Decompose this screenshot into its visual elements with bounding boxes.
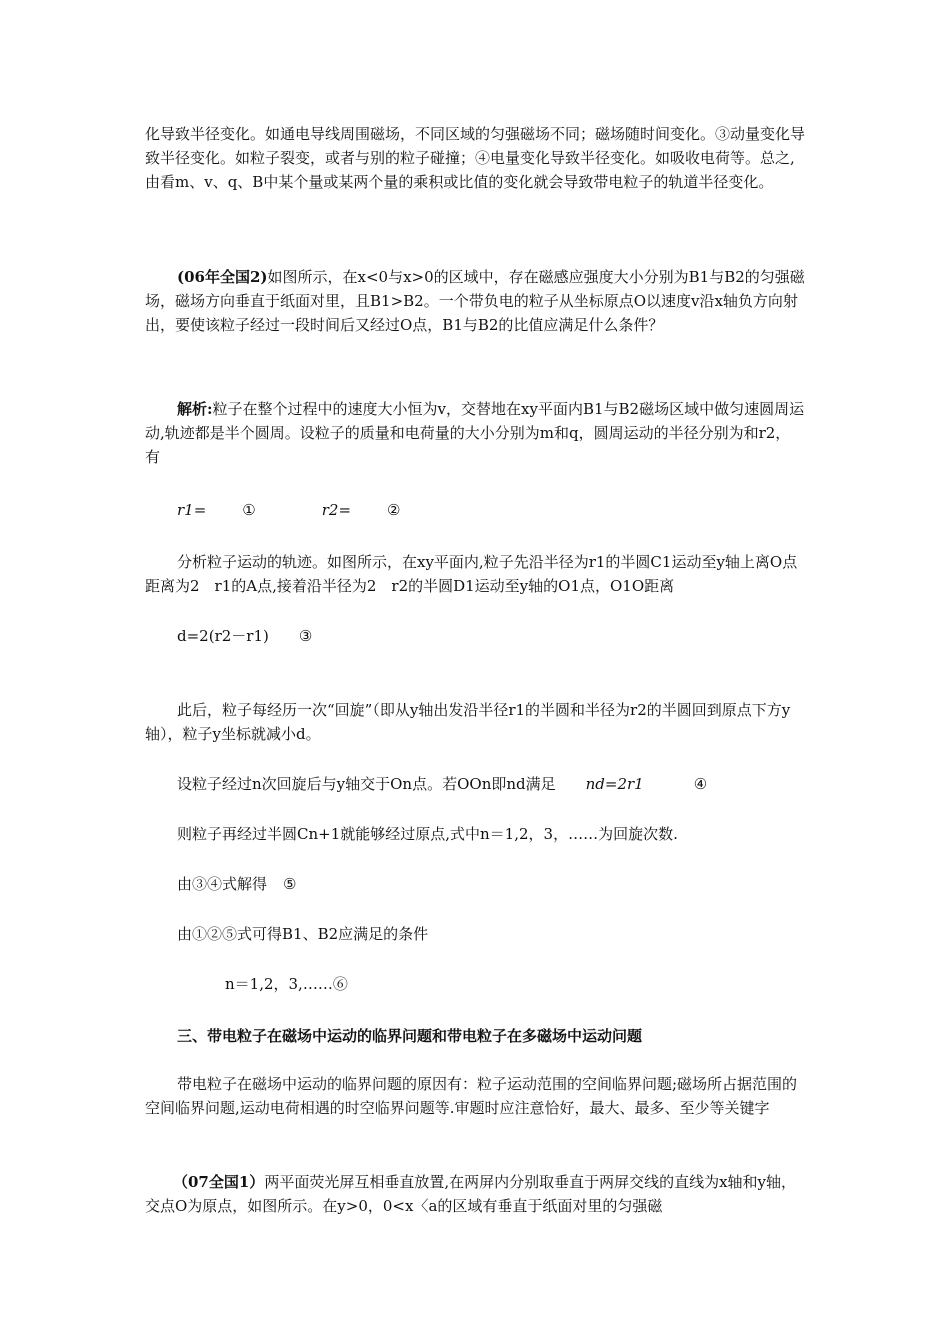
paragraph-critical-problems: 带电粒子在磁场中运动的临界问题的原因有：粒子运动范围的空间临界问题;磁场所占据范围的空间临界问题,运动电荷相遇的时空临界问题等.审题时应注意恰好，最大、最多、至少等关键字	[145, 1075, 798, 1117]
problem-text: 如图所示，在x<0与x>0的区域中，存在磁感应强度大小分别为B1与B2的匀强磁场，磁场方向垂直于纸面对里，且B1>B2。一个带负电的粒子从坐标原点O以速度v沿x轴负方向射出，要使该粒子经过一段时间后又经过O点，B1与B2的比值应满足什么条件？	[145, 268, 805, 334]
analysis-paragraph	[145, 397, 805, 469]
problem-06-quanguo-2	[145, 265, 805, 337]
line-solve	[177, 872, 296, 896]
problem-07-quanguo-1	[145, 1170, 805, 1218]
eq-nd: nd=2r1	[585, 775, 644, 793]
line-n-values: n＝1,2，3,……⑥	[225, 975, 348, 993]
problem-tag: (06年全国2)	[177, 268, 268, 286]
equation-radii	[177, 498, 401, 522]
line-condition: 由①②⑤式可得B1、B2应满足的条件	[177, 925, 429, 943]
paragraph-revolution: 此后，粒子每经历一次“回旋”（即从y轴出发沿半径r1的半圆和半径为r2的半圆回到原点下方y轴），粒子y坐标就减小d。	[145, 701, 791, 743]
analysis-text: 粒子在整个过程中的速度大小恒为v，交替地在xy平面内B1与B2磁场区域中做匀速圆周运动,轨迹都是半个圆周。设粒子的质量和电荷量的大小分别为m和q，圆周运动的半径分别为和r2，有	[145, 400, 805, 466]
eq-num-2: ②	[387, 501, 401, 519]
problem2-text: 两平面荧光屏互相垂直放置,在两屏内分别取垂直于两屏交线的直线为x轴和y轴，交点O为原点，如图所示。在y>0，0<x〈a的区域有垂直于纸面对里的匀强磁	[145, 1173, 797, 1215]
paragraph-radius-change: 化导致半径变化。如通电导线周围磁场，不同区域的匀强磁场不同；磁场随时间变化。③动量变化导致半径变化。如粒子裂变，或者与别的粒子碰撞；④电量变化导致半径变化。如吸收电荷等。总之,由看m、v、q、B中某个量或某两个量的乘积或比值的变化就会导致带电粒子的轨道半径变化。	[145, 125, 806, 191]
analysis-tag: 解析:	[177, 400, 213, 418]
eq-r2: r2=	[321, 501, 352, 519]
eq-num-4: ④	[693, 775, 708, 793]
eq-r1: r1=	[177, 501, 207, 519]
line-half-circle: 则粒子再经过半圆Cn+1就能够经过原点,式中n＝1,2，3，……为回旋次数.	[177, 825, 678, 843]
equation-d	[177, 624, 312, 648]
line-solve-text: 由③④式解得	[177, 875, 268, 893]
problem2-tag: （07全国1）	[173, 1173, 265, 1191]
paragraph-track-analysis: 分析粒子运动的轨迹。如图所示，在xy平面内,粒子先沿半径为r1的半圆C1运动至y轴上离O点距离为2 r1的A点,接着沿半径为2 r2的半圆D1运动至y轴的O1点，O1O距离	[145, 553, 798, 595]
eq-d: d=2(r2－r1)	[177, 627, 269, 645]
line-n-revolutions	[177, 772, 707, 796]
eq-num-5: ⑤	[283, 875, 297, 893]
eq-num-1: ①	[242, 501, 256, 519]
section-3-title: 三、带电粒子在磁场中运动的临界问题和带电粒子在多磁场中运动问题	[177, 1027, 643, 1045]
eq-num-3: ③	[298, 627, 313, 645]
line-n-text: 设粒子经过n次回旋后与y轴交于On点。若OOn即nd满足	[177, 775, 556, 793]
